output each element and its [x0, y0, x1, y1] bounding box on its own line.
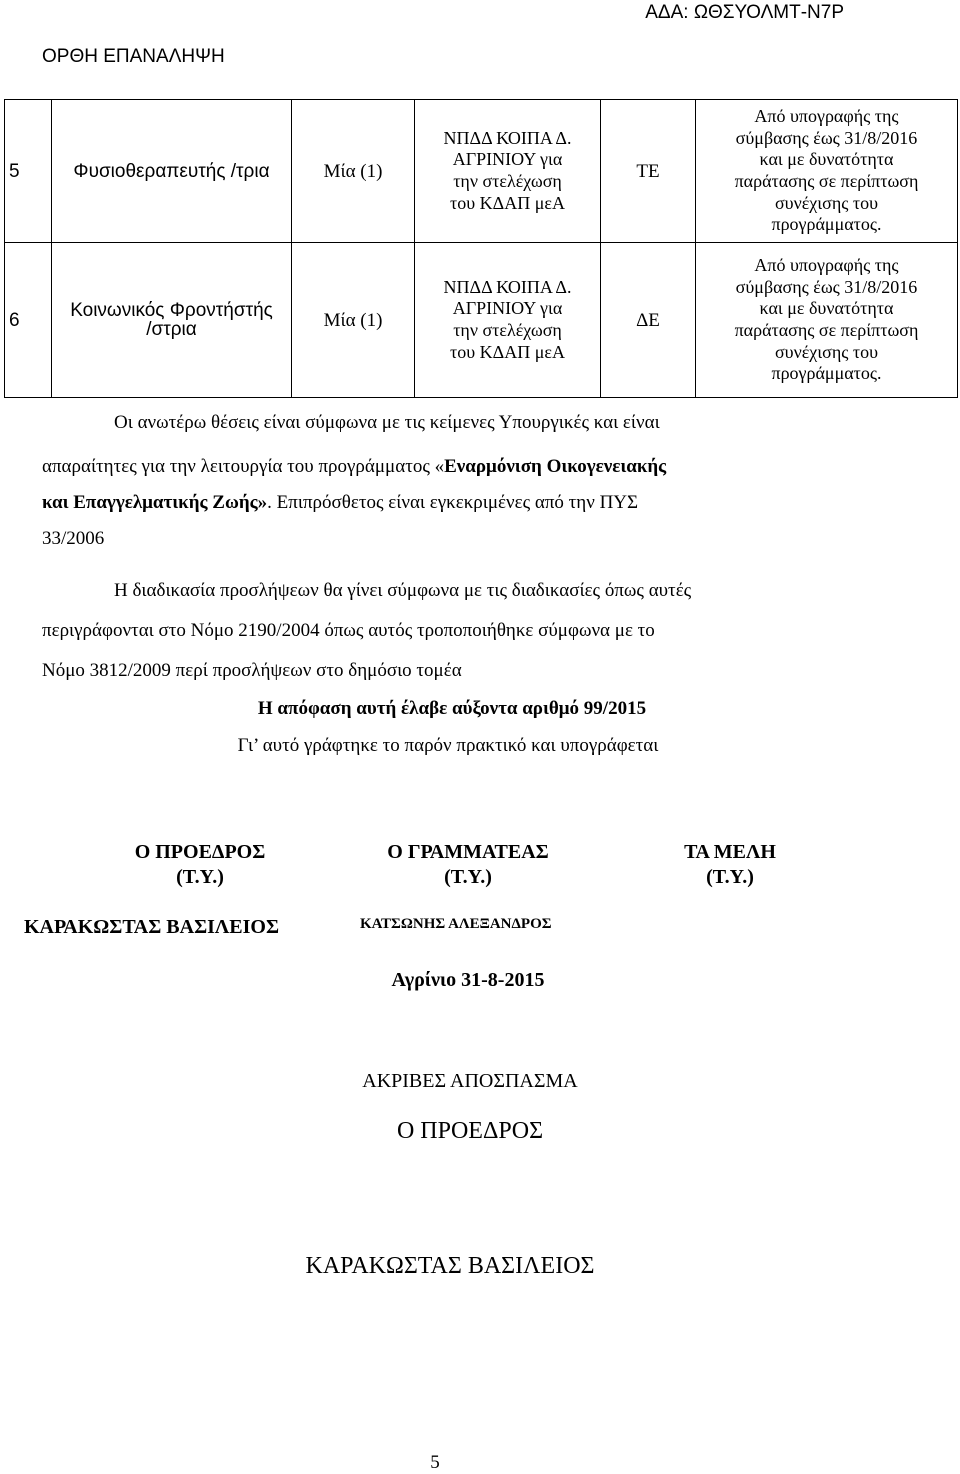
service-line: του ΚΔΑΠ μεΑ	[450, 192, 565, 213]
contract-duration	[696, 100, 958, 243]
page-number: 5	[430, 1452, 440, 1473]
president-title: Ο ΠΡΟΕΔΡΟΣ	[134, 841, 266, 863]
decision-number: Η απόφαση αυτή έλαβε αύξοντα αριθμό 99/2015	[257, 698, 647, 719]
contract-duration	[696, 243, 958, 398]
education-category: ΔΕ	[601, 243, 696, 398]
duration-line: και με δυνατότητα	[759, 149, 894, 170]
duration-line: σύμβασης έως 31/8/2016	[735, 276, 918, 297]
duration-line: παράτασης σε περίπτωση	[734, 171, 919, 191]
duration-line: προγράμματος.	[771, 214, 882, 235]
position-title: Φυσιοθεραπευτής /τρια	[52, 100, 292, 243]
service-description	[415, 100, 601, 243]
service-line: ΑΓΡΙΝΙΟΥ για	[452, 298, 563, 319]
correct-repeat-label: ΟΡΘΗ ΕΠΑΝΑΛΗΨΗ	[42, 46, 225, 67]
duration-line: Από υπογραφής της	[754, 255, 899, 276]
paragraph-line: Οι ανωτέρω θέσεις είναι σύμφωνα με τις κείμενες Υπουργικές και είναι	[114, 412, 660, 433]
secretary-title: Ο ΓΡΑΜΜΑΤΕΑΣ	[387, 841, 549, 863]
position-count: Μία (1)	[292, 100, 415, 243]
table-row	[5, 100, 958, 243]
row-number: 5	[5, 100, 52, 243]
secretary-signature-block	[338, 840, 598, 890]
table-row	[5, 243, 958, 398]
paragraph-line: 33/2006	[42, 528, 105, 549]
footer-president-name: ΚΑΡΑΚΩΣΤΑΣ ΒΑΣΙΛΕΙΟΣ	[305, 1253, 595, 1279]
row-number: 6	[5, 243, 52, 398]
ada-code: ΑΔΑ: ΩΘΣΥΟΛΜΤ-Ν7Ρ	[645, 2, 844, 23]
program-name: και Επαγγελματικής Ζωής»	[42, 492, 268, 513]
signed-mark: (Τ.Υ.)	[706, 866, 754, 888]
place-date: Αγρίνιο 31-8-2015	[391, 969, 545, 991]
signed-mark: (Τ.Υ.)	[444, 866, 492, 888]
president-signature-block	[70, 840, 330, 890]
paragraph-text: . Επιπρόσθετος είναι εγκεκριμένες από την ΠΥΣ	[267, 492, 639, 513]
positions-table	[4, 99, 958, 398]
paragraph-line	[42, 456, 666, 478]
service-line: ΝΠΔΔ ΚΟΙΠΑ Δ.	[443, 276, 572, 297]
paragraph-line: Η διαδικασία προσλήψεων θα γίνει σύμφωνα με τις διαδικασίες όπως αυτές	[114, 580, 692, 601]
duration-line: και με δυνατότητα	[759, 298, 894, 319]
signed-mark: (Τ.Υ.)	[176, 866, 224, 888]
service-line: ΑΓΡΙΝΙΟΥ για	[452, 149, 563, 170]
footer-president-title: Ο ΠΡΟΕΔΡΟΣ	[396, 1118, 544, 1144]
position-line: Κοινωνικός Φροντήστής	[70, 300, 273, 321]
paragraph-line: περιγράφονται στο Νόμο 2190/2004 όπως αυτός τροποποιήθηκε σύμφωνα με το	[42, 620, 655, 641]
duration-line: σύμβασης έως 31/8/2016	[735, 127, 918, 148]
paragraph-line	[42, 492, 638, 514]
paragraph-line: Νόμο 3812/2009 περί προσλήψεων στο δημόσιο τομέα	[42, 660, 462, 681]
duration-line: παράτασης σε περίπτωση	[734, 320, 919, 340]
position-title	[52, 243, 292, 398]
members-title: ΤΑ ΜΕΛΗ	[684, 841, 776, 863]
service-description	[415, 243, 601, 398]
duration-line: συνέχισης του	[774, 341, 879, 362]
service-line: του ΚΔΑΠ μεΑ	[450, 341, 565, 362]
position-count: Μία (1)	[292, 243, 415, 398]
service-line: την στελέχωση	[453, 171, 562, 191]
exact-copy-label: ΑΚΡΙΒΕΣ ΑΠΟΣΠΑΣΜΑ	[362, 1070, 578, 1092]
president-name: ΚΑΡΑΚΩΣΤΑΣ ΒΑΣΙΛΕΙΟΣ	[24, 916, 280, 938]
members-signature-block	[600, 840, 860, 890]
service-line: την στελέχωση	[453, 320, 562, 340]
duration-line: Από υπογραφής της	[754, 106, 899, 127]
duration-line: συνέχισης του	[774, 192, 879, 213]
duration-line: προγράμματος.	[771, 363, 882, 384]
position-line: /στρια	[146, 319, 197, 340]
paragraph-text: απαραίτητες για την λειτουργία του προγράμματος «	[42, 456, 445, 477]
service-line: ΝΠΔΔ ΚΟΙΠΑ Δ.	[443, 127, 572, 148]
secretary-name: ΚΑΤΣΩΝΗΣ ΑΛΕΞΑΝΔΡΟΣ	[360, 916, 552, 932]
closing-statement: Γι’ αυτό γράφτηκε το παρόν πρακτικό και υπογράφεται	[237, 735, 659, 756]
education-category: ΤΕ	[601, 100, 696, 243]
program-name: Εναρμόνιση Οικογενειακής	[444, 456, 667, 477]
